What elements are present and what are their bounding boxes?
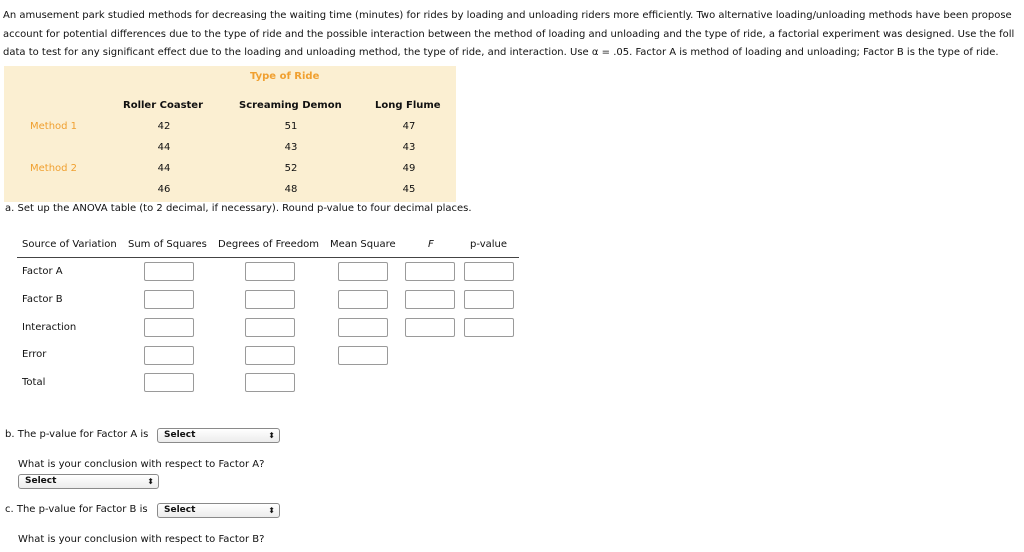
factor-a-mean-square-input[interactable] [338,262,388,281]
row-label-factor-b: Factor B [22,294,63,305]
table-cell: 48 [284,184,298,195]
header-mean-square: Mean Square [330,239,396,250]
interaction-f-input[interactable] [405,318,455,337]
header-divider [17,257,519,258]
header-f: F [428,239,434,250]
select-label: Select [25,476,57,486]
column-long-flume: Long Flume [375,100,441,111]
problem-statement [3,7,1024,63]
table-cell: 44 [157,142,171,153]
select-arrows-icon: ⬍ [268,506,275,515]
question-a-text: a. Set up the ANOVA table (to 2 decimal, if necessary). Round p-value to four decimal places. [5,203,472,214]
factor-a-conclusion-select[interactable] [18,474,159,489]
question-c-text: c. The p-value for Factor B is [5,504,148,515]
problem-line-1: An amusement park studied methods for decreasing the waiting time (minutes) for rides by loading and unloading riders more efficiently. Two alternative loading/unloading methods have been propose [3,10,1012,21]
header-sum-of-squares: Sum of Squares [128,239,207,250]
factor-b-p-value-input[interactable] [464,290,514,309]
type-of-ride-heading: Type of Ride [250,71,320,82]
error-sum-of-squares-input[interactable] [144,346,194,365]
header-source-of-variation: Source of Variation [22,239,117,250]
table-cell: 44 [157,163,171,174]
select-label: Select [164,505,196,515]
column-roller-coaster: Roller Coaster [123,100,204,111]
question-b-conclusion-text: What is your conclusion with respect to Factor A? [18,459,265,470]
method-2-label: Method 2 [30,163,78,174]
table-cell: 52 [284,163,298,174]
select-arrows-icon: ⬍ [268,431,275,440]
interaction-sum-of-squares-input[interactable] [144,318,194,337]
factor-a-p-value-input[interactable] [464,262,514,281]
select-arrows-icon: ⬍ [147,477,154,486]
factor-b-sum-of-squares-input[interactable] [144,290,194,309]
row-label-error: Error [22,349,47,360]
factor-a-degrees-of-freedom-input[interactable] [245,262,295,281]
column-screaming-demon: Screaming Demon [239,100,342,111]
question-b-text: b. The p-value for Factor A is [5,429,149,440]
table-cell: 46 [157,184,171,195]
problem-line-2: account for potential differences due to the type of ride and the possible interaction between the method of loading and unloading and the type of ride, a factorial experiment was designed. Use the foll [3,28,1015,40]
factor-a-p-value-select[interactable] [157,428,280,443]
factor-a-f-input[interactable] [405,262,455,281]
header-p-value: p-value [470,239,508,250]
table-cell: 45 [402,184,416,195]
table-cell: 49 [402,163,416,174]
factor-b-degrees-of-freedom-input[interactable] [245,290,295,309]
question-c-conclusion-text: What is your conclusion with respect to Factor B? [18,534,265,545]
total-sum-of-squares-input[interactable] [144,373,194,392]
factor-a-sum-of-squares-input[interactable] [144,262,194,281]
interaction-p-value-input[interactable] [464,318,514,337]
select-label: Select [164,430,196,440]
header-degrees-of-freedom: Degrees of Freedom [218,239,320,250]
table-cell: 42 [157,121,171,132]
error-mean-square-input[interactable] [338,346,388,365]
factor-b-mean-square-input[interactable] [338,290,388,309]
table-cell: 51 [284,121,298,132]
row-label-total: Total [22,377,46,388]
row-label-interaction: Interaction [22,322,77,333]
table-cell: 43 [284,142,298,153]
problem-line-3: data to test for any significant effect due to the loading and unloading method, the type of ride, and interaction. Use α = .05. Factor A is method of loading and unloading; Factor B is the type of ride. [3,47,999,58]
table-cell: 47 [402,121,416,132]
interaction-mean-square-input[interactable] [338,318,388,337]
total-degrees-of-freedom-input[interactable] [245,373,295,392]
interaction-degrees-of-freedom-input[interactable] [245,318,295,337]
ride-data-table [4,66,456,202]
table-cell: 43 [402,142,416,153]
error-degrees-of-freedom-input[interactable] [245,346,295,365]
method-1-label: Method 1 [30,121,78,132]
row-label-factor-a: Factor A [22,266,63,277]
factor-b-p-value-select[interactable] [157,503,280,518]
factor-b-f-input[interactable] [405,290,455,309]
